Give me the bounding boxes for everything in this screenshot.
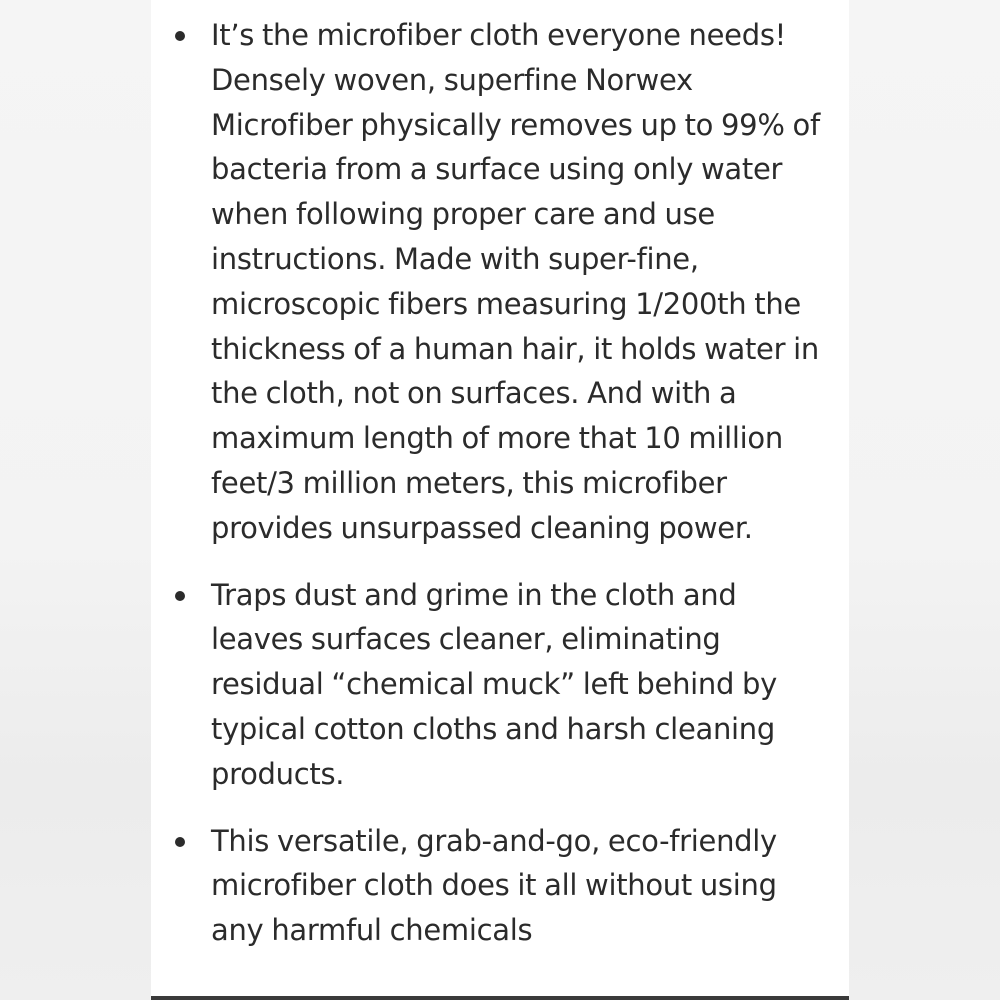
list-item <box>151 573 849 797</box>
bullet-icon <box>175 837 185 847</box>
feature-text: This versatile, grab-and-go, eco-friendly microfiber cloth does it all without using any harmful chemicals <box>211 823 777 948</box>
bullet-icon <box>175 31 185 41</box>
bullet-icon <box>175 591 185 601</box>
list-item <box>151 13 849 551</box>
content-panel <box>151 0 849 996</box>
bottom-divider <box>151 996 849 1000</box>
feature-text: It’s the microfiber cloth everyone needs! Densely woven, superfine Norwex Microfiber physically removes up to 99% of bacteria from a surface using only water when following proper care and use instructions. Made with super-fine, microscopic fibers measuring 1/200th the thickness of a human hair, it holds water in the cloth, not on surfaces. And with a maximum length of more that 10 million feet/3 million meters, this microfiber provides unsurpassed cleaning power. <box>211 18 820 545</box>
list-item <box>151 819 849 953</box>
feature-text: Traps dust and grime in the cloth and leaves surfaces cleaner, eliminating residual “chemical muck” left behind by typical cotton cloths and harsh cleaning products. <box>211 577 777 791</box>
feature-list <box>151 13 849 975</box>
